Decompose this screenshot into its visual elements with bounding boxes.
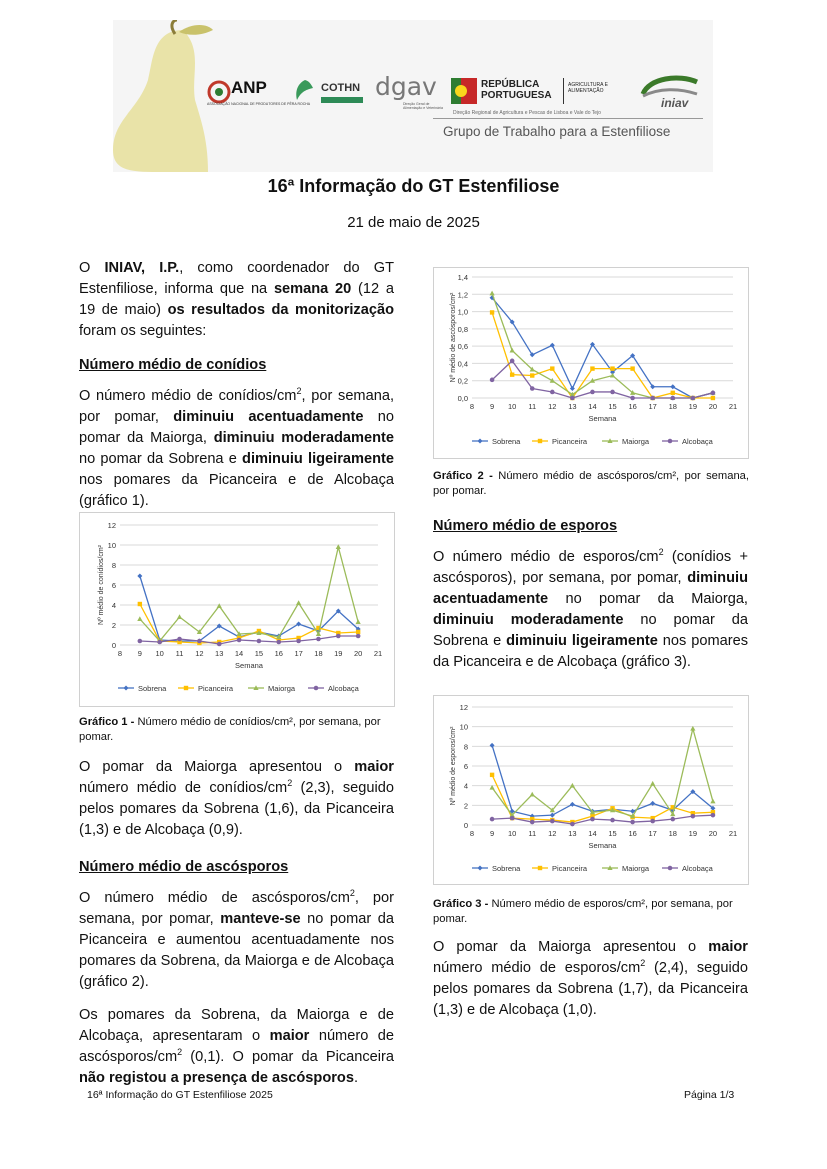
data-point bbox=[489, 291, 494, 296]
data-point bbox=[610, 390, 615, 395]
x-tick-label: 11 bbox=[175, 649, 184, 658]
left-column bbox=[79, 258, 394, 524]
data-point bbox=[138, 639, 143, 644]
series-line-alcobaça bbox=[492, 361, 713, 398]
data-point bbox=[590, 390, 595, 395]
x-tick-label: 9 bbox=[137, 649, 142, 658]
data-point bbox=[530, 820, 535, 825]
x-tick-label: 12 bbox=[195, 649, 204, 658]
paragraph-maior-esporos: O pomar da Maiorga apresentou o maior número médio de esporos/$cm^2$ (2,4), seguido pelos pomares da Sobrena (1,7), da Picanceira (1,3) e de Alcobaça (1,0). bbox=[433, 939, 748, 1018]
data-point bbox=[691, 814, 696, 819]
footer-left: 16ª Informação do GT Estenfiliose 2025 bbox=[87, 1089, 273, 1101]
data-point bbox=[550, 813, 555, 818]
paragraph-ascosporos: O número médio de ascósporos/$cm^2$, por semana, por pomar, manteve-se no pomar da Picanceira e aumentou acentuadamente nos pomares da Sobrena, da Maiorga e de Alcobaça (gráfico 2). bbox=[79, 888, 394, 990]
legend-label: Maiorga bbox=[622, 437, 650, 446]
data-point bbox=[530, 373, 534, 377]
data-point bbox=[237, 638, 242, 643]
y-tick-label: 0,0 bbox=[457, 394, 468, 403]
x-tick-label: 14 bbox=[234, 649, 244, 658]
data-point bbox=[670, 396, 675, 401]
y-tick-label: 12 bbox=[459, 703, 468, 712]
x-tick-label: 21 bbox=[373, 649, 383, 658]
data-point bbox=[670, 384, 675, 389]
legend-label: Sobrena bbox=[138, 684, 167, 693]
legend-marker bbox=[478, 866, 483, 871]
data-point bbox=[490, 310, 494, 314]
heading-esporos: Número médio de esporos bbox=[433, 518, 618, 534]
data-point bbox=[610, 366, 614, 370]
republica-portuguesa-logo: REPÚBLICA PORTUGUESA AGRICULTURA E ALIMENTAÇÃO bbox=[451, 76, 571, 116]
y-tick-label: 1,0 bbox=[457, 307, 468, 317]
legend-marker bbox=[124, 686, 129, 691]
data-point bbox=[510, 816, 515, 821]
y-tick-label: 6 bbox=[111, 581, 116, 590]
legend-label: Sobrena bbox=[492, 437, 521, 446]
legend-marker bbox=[538, 866, 542, 870]
y-tick-label: 0 bbox=[463, 821, 468, 830]
data-point bbox=[217, 642, 222, 647]
data-point bbox=[570, 802, 575, 807]
y-tick-label: 0,6 bbox=[457, 342, 468, 352]
x-tick-label: 10 bbox=[155, 649, 164, 658]
legend-marker bbox=[184, 686, 188, 690]
data-point bbox=[316, 637, 321, 642]
y-tick-label: 1,2 bbox=[457, 290, 468, 300]
legend-marker bbox=[668, 866, 673, 871]
data-point bbox=[630, 396, 635, 401]
caption-chart1: Gráfico 1 - Número médio de conídios/cm², por semana, por pomar. bbox=[79, 716, 381, 743]
right-column bbox=[433, 516, 748, 685]
x-tick-label: 17 bbox=[294, 649, 303, 658]
data-point bbox=[490, 378, 495, 383]
x-tick-label: 9 bbox=[489, 829, 495, 838]
x-tick-label: 19 bbox=[688, 402, 698, 411]
x-tick-label: 14 bbox=[588, 829, 597, 838]
y-tick-label: 8 bbox=[111, 561, 116, 570]
data-point bbox=[550, 390, 555, 395]
data-point bbox=[711, 813, 716, 818]
data-point bbox=[550, 366, 554, 370]
legend-label: Picanceira bbox=[552, 864, 588, 873]
x-tick-label: 18 bbox=[668, 402, 677, 411]
y-tick-label: 2 bbox=[463, 801, 468, 811]
data-point bbox=[257, 639, 262, 644]
paragraph-maior-conidios: O pomar da Maiorga apresentou o maior número médio de conídios/$cm^2$ (2,3), seguido pelos pomares da Sobrena (1,6), da Picanceira (1,3) e de Alcobaça (0,9). bbox=[79, 759, 395, 838]
data-point bbox=[670, 817, 675, 822]
x-axis-label: Semana bbox=[588, 414, 617, 423]
x-tick-label: 12 bbox=[548, 829, 557, 838]
caption-chart3: Gráfico 3 - Número médio de esporos/cm², por semana, por pomar. bbox=[433, 898, 733, 925]
x-tick-label: 8 bbox=[117, 649, 123, 658]
series-line-sobrena bbox=[140, 576, 358, 641]
y-tick-label: 1,4 bbox=[457, 273, 468, 282]
data-point bbox=[356, 619, 361, 624]
y-tick-label: 4 bbox=[111, 601, 116, 610]
y-tick-label: 2 bbox=[111, 621, 116, 630]
data-point bbox=[510, 359, 515, 364]
chart2-frame bbox=[433, 267, 749, 459]
data-point bbox=[610, 373, 615, 378]
legend-label: Sobrena bbox=[492, 864, 521, 873]
y-tick-label: 0,2 bbox=[457, 376, 468, 386]
document-date: 21 de maio de 2025 bbox=[347, 214, 480, 231]
data-point bbox=[570, 386, 575, 391]
data-point bbox=[710, 799, 715, 804]
legend-label: Maiorga bbox=[268, 684, 296, 693]
data-point bbox=[570, 822, 575, 827]
legend-marker bbox=[478, 439, 483, 444]
data-point bbox=[650, 396, 655, 401]
heading-ascosporos: Número médio de ascósporos bbox=[79, 859, 289, 875]
right-column-lower bbox=[433, 937, 748, 1033]
y-tick-label: 6 bbox=[463, 762, 468, 771]
data-point bbox=[157, 640, 162, 645]
header-divider bbox=[433, 118, 703, 119]
data-point bbox=[590, 817, 595, 822]
legend-label: Picanceira bbox=[552, 437, 588, 446]
data-point bbox=[276, 640, 281, 645]
data-point bbox=[138, 602, 142, 606]
intro-paragraph: O INIAV, I.P., como coordenador do GT Estenfiliose, informa que na semana 20 (12 a 19 de maio) os resultados da monitorização foram os seguintes: bbox=[79, 260, 394, 339]
x-tick-label: 19 bbox=[334, 649, 343, 658]
data-point bbox=[137, 616, 142, 621]
x-tick-label: 9 bbox=[489, 402, 495, 411]
paragraph-ascosporos-2: Os pomares da Sobrena, da Maiorga e de Alcobaça, apresentaram o maior número de ascósporos/$cm^2$ (0,1). O pomar da Picanceira não registou a presença de ascósporos. bbox=[79, 1007, 394, 1086]
y-tick-label: 0,4 bbox=[457, 359, 468, 369]
chart3-frame bbox=[433, 695, 749, 885]
paragraph-conidios: O número médio de conídios/$cm^2$, por semana, por pomar, diminuiu acentuadamente no pomar da Maiorga, diminuiu moderadamente no pomar da Sobrena e diminuiu ligeiramente nos pomares da Picanceira e de Alcobaça (gráfico 1). bbox=[79, 386, 395, 509]
legend-marker bbox=[314, 686, 319, 691]
x-tick-label: 13 bbox=[568, 402, 577, 411]
x-tick-label: 15 bbox=[254, 649, 264, 658]
x-tick-label: 15 bbox=[608, 402, 617, 411]
data-point bbox=[530, 386, 535, 391]
x-tick-label: 11 bbox=[528, 829, 537, 838]
legend-label: Alcobaça bbox=[682, 864, 713, 873]
x-tick-label: 20 bbox=[353, 649, 363, 658]
data-point bbox=[610, 818, 615, 823]
data-point bbox=[671, 391, 675, 395]
data-point bbox=[177, 637, 182, 642]
data-point bbox=[650, 819, 655, 824]
y-axis-label: Nº médio de ascósporos/cm² bbox=[450, 292, 457, 383]
legend-label: Alcobaça bbox=[328, 684, 359, 693]
data-point bbox=[336, 634, 341, 639]
x-tick-label: 13 bbox=[568, 829, 577, 838]
x-tick-label: 17 bbox=[648, 829, 657, 838]
y-axis-label: Nº médio de esporos/cm² bbox=[450, 726, 457, 806]
data-point bbox=[530, 792, 535, 797]
data-point bbox=[296, 639, 301, 644]
x-tick-label: 8 bbox=[469, 402, 475, 411]
x-tick-label: 21 bbox=[728, 829, 738, 838]
data-point bbox=[510, 372, 514, 376]
legend-label: Picanceira bbox=[198, 684, 234, 693]
cothn-logo: COTHN bbox=[293, 76, 365, 110]
header-banner: ANP ASSOCIAÇÃO NACIONAL DE PRODUTORES DE PÊRA ROCHA COTHN dgav Direção Geral de Alimentação e Veterinária REPÚBLICA PORTUGUESA AGRICULTURA E ALIMENTAÇÃO Direção Regional de Agricultura e Pescas de Lisboa e Vale do Tejo iniav Grupo de Trabalho para a Estenfiliose bbox=[113, 20, 713, 172]
x-tick-label: 20 bbox=[708, 829, 718, 838]
data-point bbox=[490, 743, 495, 748]
data-point bbox=[550, 343, 555, 348]
data-point bbox=[711, 391, 716, 396]
document-title: 16ª Informação do GT Estenfiliose bbox=[267, 176, 560, 196]
x-tick-label: 20 bbox=[708, 402, 718, 411]
y-tick-label: 8 bbox=[463, 742, 468, 752]
y-axis-label: Nº médio de conídios/cm² bbox=[98, 545, 105, 625]
anp-logo: ANP ASSOCIAÇÃO NACIONAL DE PRODUTORES DE PÊRA ROCHA bbox=[207, 78, 311, 106]
data-point bbox=[490, 817, 495, 822]
x-tick-label: 16 bbox=[628, 829, 637, 838]
x-tick-label: 8 bbox=[469, 829, 475, 838]
chart1-frame bbox=[79, 512, 395, 707]
data-point bbox=[630, 820, 635, 825]
dgav-logo: dgav Direção Geral de Alimentação e Veterinária bbox=[375, 72, 443, 110]
data-point bbox=[296, 600, 301, 605]
y-tick-label: 10 bbox=[459, 722, 468, 732]
x-tick-label: 17 bbox=[648, 402, 657, 411]
data-point bbox=[197, 639, 202, 644]
y-tick-label: 10 bbox=[107, 541, 116, 550]
x-tick-label: 10 bbox=[507, 829, 517, 838]
x-tick-label: 10 bbox=[507, 402, 517, 411]
data-point bbox=[510, 348, 515, 353]
header-tagline: Grupo de Trabalho para a Estenfiliose bbox=[443, 124, 671, 139]
data-point bbox=[550, 819, 555, 824]
data-point bbox=[650, 781, 655, 786]
data-point bbox=[137, 574, 142, 579]
series-line-alcobaça bbox=[492, 815, 713, 824]
legend-label: Maiorga bbox=[622, 864, 650, 873]
x-tick-label: 21 bbox=[728, 402, 738, 411]
x-tick-label: 11 bbox=[528, 402, 537, 411]
x-axis-label: Semana bbox=[235, 661, 263, 670]
data-point bbox=[177, 614, 182, 619]
series-line-sobrena bbox=[492, 298, 713, 398]
data-point bbox=[490, 773, 494, 777]
y-tick-label: 12 bbox=[107, 521, 116, 530]
x-tick-label: 16 bbox=[274, 649, 283, 658]
data-point bbox=[630, 366, 634, 370]
chart2-svg bbox=[434, 268, 748, 458]
x-tick-label: 18 bbox=[668, 829, 677, 838]
x-tick-label: 13 bbox=[215, 649, 224, 658]
legend-marker bbox=[668, 439, 673, 444]
x-tick-label: 12 bbox=[548, 402, 557, 411]
left-column-lower bbox=[79, 757, 394, 1101]
y-tick-label: 0 bbox=[111, 641, 116, 650]
y-tick-label: 0,8 bbox=[457, 324, 468, 334]
legend-marker bbox=[538, 439, 542, 443]
x-tick-label: 18 bbox=[314, 649, 323, 658]
caption-chart2: Gráfico 2 - Número médio de ascósporos/cm², por semana, por pomar. bbox=[433, 470, 749, 497]
heading-conidios: Número médio de conídios bbox=[79, 357, 267, 373]
x-axis-label: Semana bbox=[588, 841, 617, 850]
data-point bbox=[691, 396, 696, 401]
iniav-logo: iniav bbox=[639, 74, 703, 114]
data-point bbox=[217, 603, 222, 608]
data-point bbox=[590, 366, 594, 370]
x-tick-label: 19 bbox=[688, 829, 698, 838]
x-tick-label: 14 bbox=[588, 402, 597, 411]
chart3-svg bbox=[434, 696, 748, 884]
legend-label: Alcobaça bbox=[682, 437, 713, 446]
y-tick-label: 4 bbox=[463, 781, 468, 791]
x-tick-label: 15 bbox=[608, 829, 617, 838]
x-tick-label: 16 bbox=[628, 402, 637, 411]
series-line-picanceira bbox=[492, 312, 713, 398]
series-line-alcobaça bbox=[140, 636, 358, 644]
data-point bbox=[356, 634, 361, 639]
data-point bbox=[356, 630, 360, 634]
series-line-maiorga bbox=[140, 547, 358, 641]
data-point bbox=[570, 396, 575, 401]
paragraph-esporos: O número médio de esporos/$cm^2$ (conídios + ascósporos), por semana, por pomar, diminuiu acentuadamente no pomar da Maiorga, diminuiu moderadamente no pomar da Sobrena e diminuiu ligeiramente nos pomares da Picanceira e de Alcobaça (gráfico 3). bbox=[433, 547, 748, 670]
page-number: Página 1/3 bbox=[684, 1089, 735, 1101]
data-point bbox=[711, 396, 715, 400]
chart1-svg bbox=[80, 513, 394, 706]
